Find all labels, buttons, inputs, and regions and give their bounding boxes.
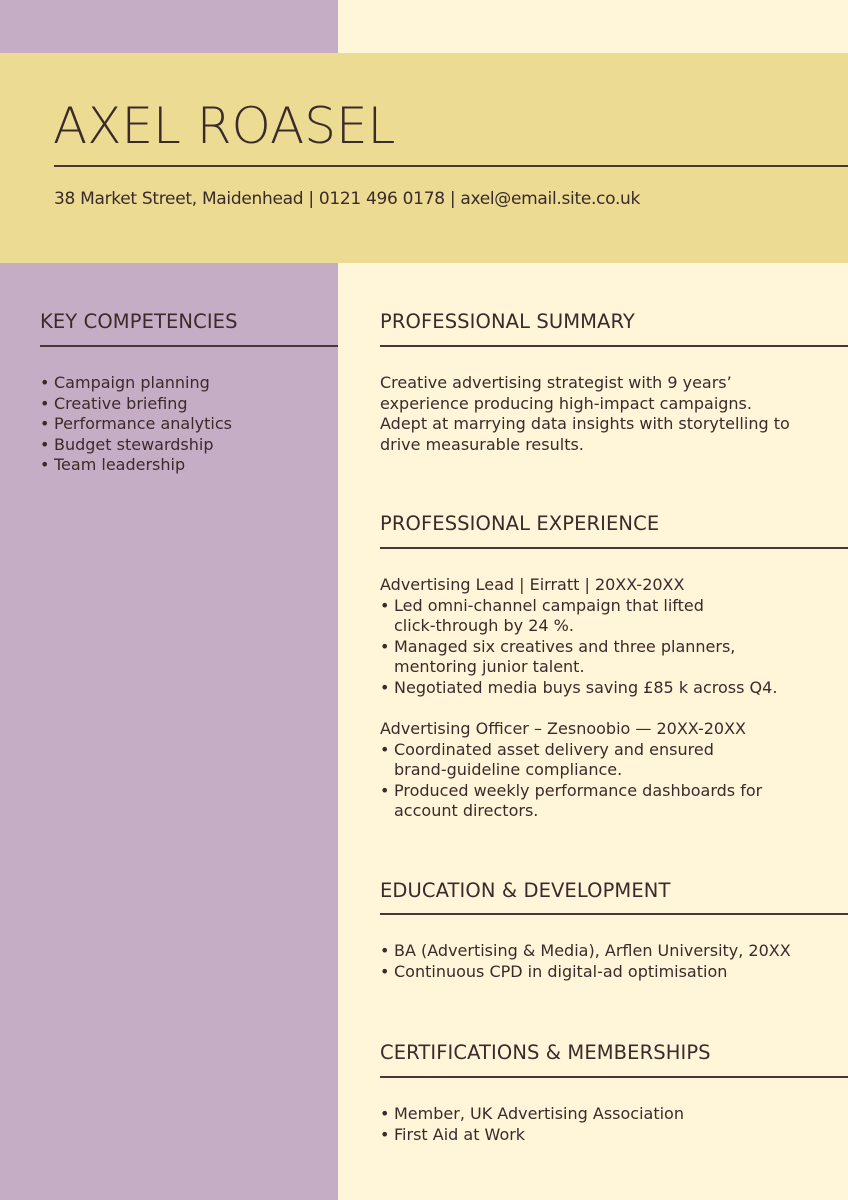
- job-heading: Advertising Lead | Eirratt | 20XX-20XX: [380, 575, 685, 594]
- candidate-name: AXEL ROASEL: [53, 97, 396, 155]
- education-item: • BA (Advertising & Media), Arflen University, 20XX: [380, 941, 791, 960]
- bullet-icon: •: [40, 455, 50, 474]
- job-bullet: • Negotiated media buys saving £85 k across Q4.: [380, 677, 778, 697]
- job-heading: Advertising Officer – Zesnoobio — 20XX-20XX: [380, 719, 747, 738]
- competency-item: • Team leadership: [40, 455, 186, 474]
- competency-item: • Creative briefing: [40, 393, 188, 413]
- summary-divider: [380, 345, 848, 347]
- summary-title: PROFESSIONAL SUMMARY: [380, 310, 635, 333]
- competencies-divider: [40, 345, 338, 347]
- competency-item: • Budget stewardship: [40, 434, 214, 454]
- job-bullets: [380, 740, 762, 822]
- competencies-list: [40, 373, 232, 476]
- bullet-icon: •: [40, 373, 50, 392]
- education-list: [380, 941, 791, 982]
- contact-info: 38 Market Street, Maidenhead | 0121 496 0178 | axel@email.site.co.uk: [54, 189, 641, 209]
- certifications-divider: [380, 1076, 848, 1078]
- bullet-icon: •: [40, 434, 50, 454]
- competencies-title: KEY COMPETENCIES: [40, 310, 238, 333]
- experience-title: PROFESSIONAL EXPERIENCE: [380, 512, 660, 535]
- bullet-icon: •: [40, 393, 50, 413]
- bullet-icon: •: [380, 739, 390, 759]
- bullet-icon: •: [380, 636, 390, 656]
- job-bullet: • Coordinated asset delivery and ensured brand-guideline compliance.: [380, 739, 714, 779]
- experience-divider: [380, 547, 848, 549]
- job-bullets: [380, 596, 777, 699]
- bullet-icon: •: [380, 1124, 390, 1144]
- job-bullet: • Led omni-channel campaign that lifted click-through by 24 %.: [380, 595, 704, 635]
- job-bullet: • Managed six creatives and three planners, mentoring junior talent.: [380, 636, 736, 676]
- certification-item: • First Aid at Work: [380, 1124, 526, 1144]
- education-item: • Continuous CPD in digital-ad optimisation: [380, 961, 728, 981]
- bullet-icon: •: [380, 1104, 390, 1123]
- bullet-icon: •: [380, 780, 390, 800]
- name-divider: [54, 165, 848, 167]
- job-entry: [380, 575, 777, 698]
- job-bullet: • Produced weekly performance dashboards for account directors.: [380, 780, 763, 820]
- bullet-icon: •: [380, 595, 390, 615]
- header-band: [0, 53, 848, 263]
- bullet-icon: •: [380, 961, 390, 981]
- bullet-icon: •: [380, 677, 390, 697]
- bullet-icon: •: [40, 414, 50, 433]
- certifications-title: CERTIFICATIONS & MEMBERSHIPS: [380, 1041, 711, 1064]
- education-title: EDUCATION & DEVELOPMENT: [380, 879, 671, 902]
- education-divider: [380, 913, 848, 915]
- competency-item: • Campaign planning: [40, 373, 210, 392]
- job-entry: [380, 719, 762, 822]
- certification-item: • Member, UK Advertising Association: [380, 1104, 684, 1123]
- summary-text: Creative advertising strategist with 9 years’ experience producing high-impact campaigns. Adept at marrying data insights with storytelling to drive measurable results.: [380, 373, 790, 454]
- certifications-list: [380, 1104, 684, 1145]
- competency-item: • Performance analytics: [40, 414, 232, 433]
- bullet-icon: •: [380, 941, 390, 960]
